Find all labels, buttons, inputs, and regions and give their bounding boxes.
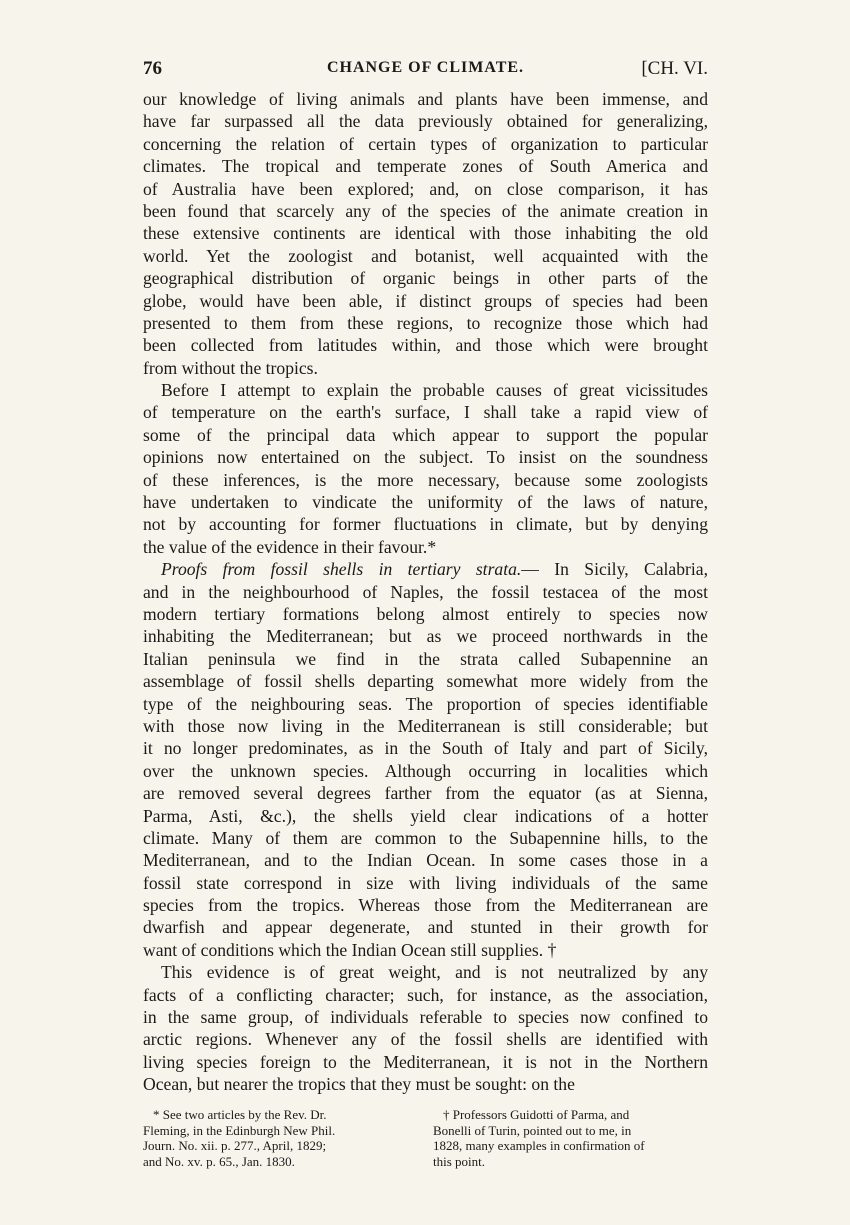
text-line: Mediterranean, and to the Indian Ocean. In some cases those in a — [143, 850, 708, 871]
text-line: our knowledge of living animals and plants have been immense, and — [143, 89, 708, 109]
text-line: Italian peninsula we find in the strata called Subapennine an — [143, 648, 708, 669]
text-line: been found that scarcely any of the species of the animate creation in — [143, 200, 708, 221]
body-text — [143, 88, 708, 1096]
text-line: fossil state correspond in size with living individuals of the same — [143, 872, 708, 893]
text-line: been collected from latitudes within, and those which were brought — [143, 335, 708, 356]
footnote-left — [143, 1107, 413, 1169]
text-line: these extensive continents are identical with those inhabiting the old — [143, 223, 708, 244]
text-line: the value of the evidence in their favour.* — [143, 536, 437, 557]
text-line: world. Yet the zoologist and botanist, well acquainted with the — [143, 245, 708, 266]
text-line: inhabiting the Mediterranean; but as we proceed northwards in the — [143, 626, 708, 647]
footnote-line: this point. — [433, 1153, 486, 1169]
text-line: Before I attempt to explain the probable causes of great vicissitudes — [161, 380, 708, 401]
text-line: not by accounting for former fluctuations in climate, but by denying — [143, 514, 708, 535]
text-line: modern tertiary formations belong almost entirely to species now — [143, 603, 708, 624]
text-line: have far surpassed all the data previously obtained for generalizing, — [143, 111, 708, 132]
text-line: concerning the relation of certain types of organization to particular — [143, 133, 708, 154]
text-line: Parma, Asti, &c.), the shells yield clear indications of a hotter — [143, 805, 708, 826]
text-line: over the unknown species. Although occurring in localities which — [143, 760, 708, 781]
text-line: some of the principal data which appear to support the popular — [143, 424, 708, 445]
text-line: and in the neighbourhood of Naples, the fossil testacea of the most — [143, 581, 708, 602]
text-line: in the same group, of individuals referable to species now confined to — [143, 1007, 708, 1028]
footnote-line: Bonelli of Turin, pointed out to me, in — [433, 1122, 632, 1138]
text-line: with those now living in the Mediterranean is still considerable; but — [143, 715, 708, 736]
text-line: are removed several degrees farther from the equator (as at Sienna, — [143, 783, 708, 804]
text-line: This evidence is of great weight, and is not neutralized by any — [161, 962, 708, 983]
text-line: Proofs from fossil shells in tertiary strata.— In Sicily, Calabria, — [161, 559, 708, 580]
text-line: opinions now entertained on the subject. To insist on the soundness — [143, 447, 708, 468]
text-line: globe, would have been able, if distinct groups of species had been — [143, 290, 708, 311]
text-line: climates. The tropical and temperate zones of South America and — [143, 156, 708, 177]
footnote-line: 1828, many examples in confirmation of — [433, 1138, 645, 1153]
footnote-line: † Professors Guidotti of Parma, and — [443, 1107, 630, 1122]
footnote-line: Journ. No. xii. p. 277., April, 1829; — [143, 1138, 327, 1153]
chapter-label: [CH. VI. — [641, 58, 708, 79]
running-title: CHANGE OF CLIMATE. — [326, 59, 525, 76]
text-line: arctic regions. Whenever any of the fossil shells are identified with — [143, 1029, 708, 1050]
text-line: of temperature on the earth's surface, I shall take a rapid view of — [143, 402, 708, 423]
text-line: from without the tropics. — [143, 357, 318, 378]
text-line: of Australia have been explored; and, on close comparison, it has — [143, 178, 708, 199]
text-line: facts of a conflicting character; such, for instance, as the association, — [143, 984, 708, 1005]
text-line: geographical distribution of organic beings in other parts of the — [143, 268, 708, 289]
page-number: 76 — [143, 58, 162, 79]
text-line: Ocean, but nearer the tropics that they must be sought: on the — [143, 1074, 575, 1095]
footnote-line: Fleming, in the Edinburgh New Phil. — [143, 1122, 336, 1138]
text-line: dwarfish and appear degenerate, and stunted in their growth for — [143, 917, 708, 938]
page-header — [143, 58, 708, 84]
footnote-right — [433, 1107, 708, 1169]
footnote-line: * See two articles by the Rev. Dr. — [153, 1107, 327, 1122]
text-line: climate. Many of them are common to the Subapennine hills, to the — [143, 827, 708, 848]
text-line: have undertaken to vindicate the uniformity of the laws of nature, — [143, 492, 708, 513]
text-line: species from the tropics. Whereas those from the Mediterranean are — [143, 895, 708, 916]
text-line: presented to them from these regions, to recognize those which had — [143, 312, 708, 333]
text-line: of these inferences, is the more necessary, because some zoologists — [143, 469, 708, 490]
text-line: want of conditions which the Indian Ocean still supplies. † — [143, 939, 557, 960]
text-line: assemblage of fossil shells departing somewhat more widely from the — [143, 671, 708, 692]
text-line: type of the neighbouring seas. The proportion of species identifiable — [143, 693, 708, 714]
text-line: living species foreign to the Mediterranean, it is not in the Northern — [143, 1051, 708, 1072]
footnote-line: and No. xv. p. 65., Jan. 1830. — [143, 1153, 295, 1169]
text-line: it no longer predominates, as in the South of Italy and part of Sicily, — [143, 738, 708, 759]
